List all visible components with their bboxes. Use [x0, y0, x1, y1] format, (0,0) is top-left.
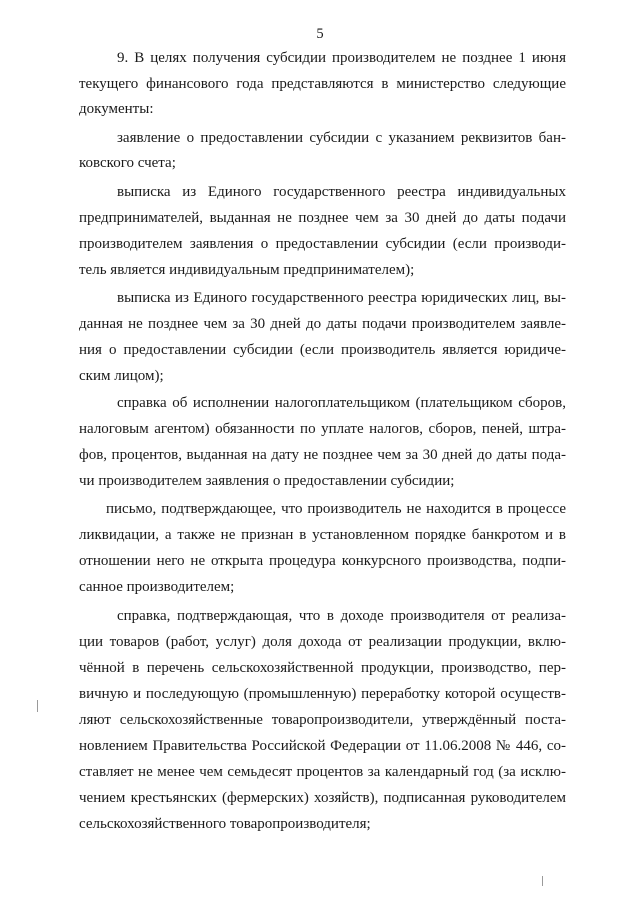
text-line: ликвидации, а также не признан в установленном порядке банкротом и в [79, 527, 566, 543]
text-line: выписка из Единого государственного реестра юридических лиц, вы- [117, 290, 566, 306]
text-line: сельскохозяйственного товаропроизводителя; [79, 816, 371, 832]
text-line: новлением Правительства Российской Федерации от 11.06.2008 № 446, со- [79, 738, 566, 754]
text-line: чением крестьянских (фермерских) хозяйств), подписанная руководителем [79, 790, 566, 806]
text-line: выписка из Единого государственного реестра индивидуальных [117, 184, 566, 200]
text-line: 9. В целях получения субсидии производителем не позднее 1 июня [117, 50, 566, 66]
text-line: справка об исполнении налогоплательщиком (плательщиком сборов, [117, 395, 566, 411]
text-line: ставляет не менее чем семьдесят процентов за календарный год (за исклю- [79, 764, 566, 780]
text-line: письмо, подтверждающее, что производитель не находится в процессе [106, 501, 566, 517]
text-line: тель является индивидуальным предпринимателем); [79, 262, 415, 278]
text-line: налоговым агентом) обязанности по уплате налогов, сборов, пеней, штра- [79, 421, 566, 437]
text-line: заявление о предоставлении субсидии с указанием реквизитов бан- [117, 130, 566, 146]
text-line: документы: [79, 101, 154, 117]
text-line: ским лицом); [79, 368, 164, 384]
text-line: отношении него не открыта процедура конкурсного производства, подпи- [79, 553, 566, 569]
text-line: санное производителем; [79, 579, 235, 595]
text-line: чи производителем заявления о предоставлении субсидии; [79, 473, 455, 489]
text-line: ния о предоставлении субсидии (если производитель является юридиче- [79, 342, 566, 358]
text-line: ковского счета; [79, 155, 176, 171]
scan-artifact [542, 876, 543, 886]
text-line: вичную и последующую (промышленную) переработку которой осуществ- [79, 686, 566, 702]
text-line: справка, подтверждающая, что в доходе производителя от реализа- [117, 608, 566, 624]
text-line: предпринимателей, выданная не позднее чем за 30 дней до даты подачи [79, 210, 566, 226]
text-line: производителем заявления о предоставлении субсидии (если производи- [79, 236, 566, 252]
scan-artifact [37, 700, 38, 712]
page-number: 5 [316, 26, 324, 42]
text-line: текущего финансового года представляются в министерство следующие [79, 76, 566, 92]
text-line: данная не позднее чем за 30 дней до даты подачи производителем заявле- [79, 316, 566, 332]
text-line: фов, процентов, выданная на дату не позднее чем за 30 дней до даты пода- [79, 447, 566, 463]
text-line: ляют сельскохозяйственные товаропроизводители, утверждённый поста- [79, 712, 566, 728]
text-line: ции товаров (работ, услуг) доля дохода от реализации продукции, вклю- [79, 634, 566, 650]
text-line: чённой в перечень сельскохозяйственной продукции, производство, пер- [79, 660, 566, 676]
